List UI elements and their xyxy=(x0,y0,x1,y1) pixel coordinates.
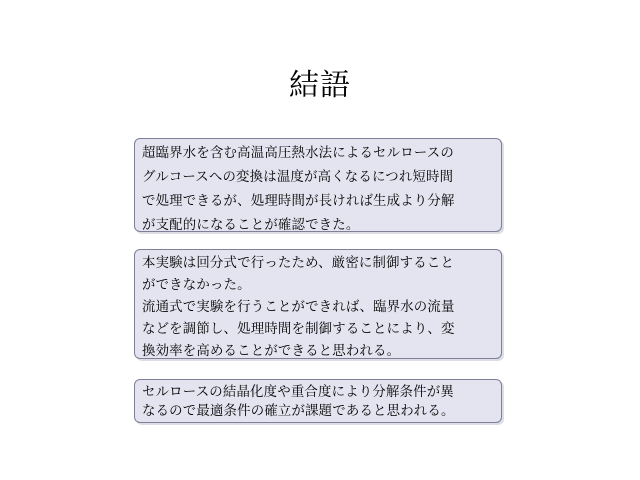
conclusion-box-1-line-1: 超臨界水を含む高温高圧熱水法によるセルロースの xyxy=(142,146,454,161)
conclusion-box-2 xyxy=(134,249,502,359)
conclusion-box-2-line-4: などを調節し、処理時間を制御することにより、変 xyxy=(142,322,455,337)
conclusion-box-2-line-2: ができなかった。 xyxy=(142,278,251,293)
conclusion-box-1-line-3: で処理できるが、処理時間が長ければ生成より分解 xyxy=(142,194,455,209)
conclusion-box-2-line-1: 本実験は回分式で行ったため、厳密に制御すること xyxy=(142,256,455,271)
conclusion-box-1-line-2: グルコースへの変換は温度が高くなるにつれ短時間 xyxy=(142,170,454,185)
slide-title: 結語 xyxy=(289,68,351,103)
conclusion-box-1-line-4: が支配的になることが確認できた。 xyxy=(142,218,360,233)
conclusion-box-3-line-2: なるので最適条件の確立が課題であると思われる。 xyxy=(142,404,455,419)
conclusion-box-1 xyxy=(134,138,502,232)
conclusion-box-3 xyxy=(134,379,502,423)
conclusion-box-3-line-1: セルロースの結晶化度や重合度により分解条件が異 xyxy=(142,385,454,400)
conclusion-box-2-line-3: 流通式で実験を行うことができれば、臨界水の流量 xyxy=(142,300,455,315)
conclusion-box-2-line-5: 換効率を高めることができると思われる。 xyxy=(142,344,401,359)
